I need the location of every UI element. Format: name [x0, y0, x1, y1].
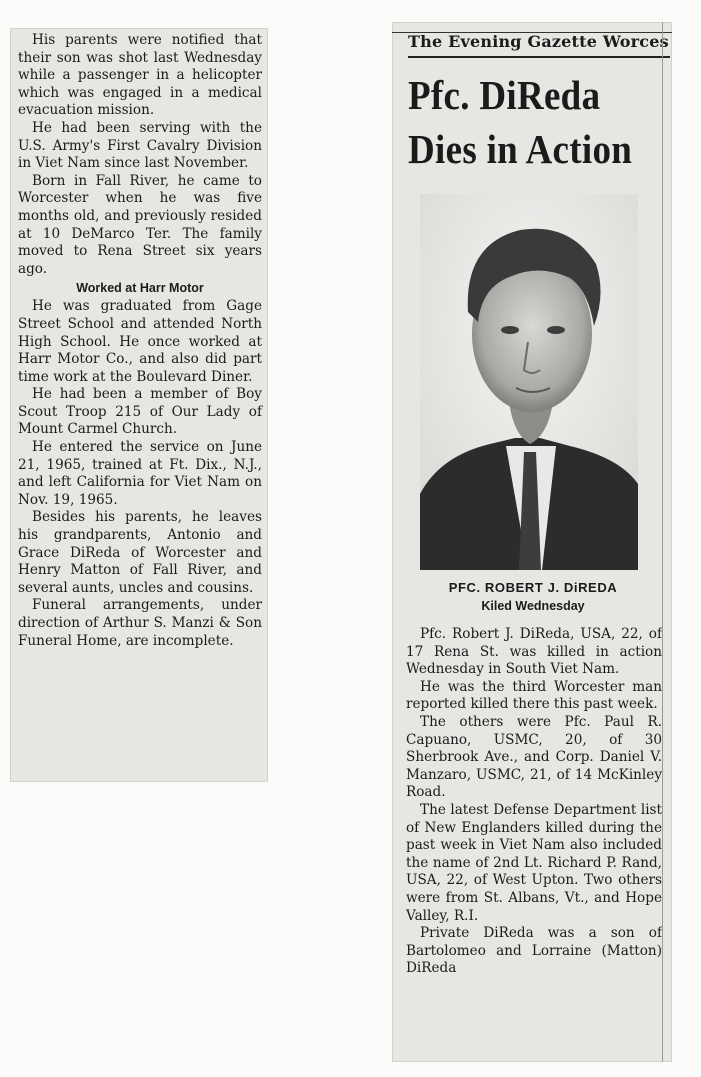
- photo-caption-subtitle: Kiled Wednesday: [481, 599, 585, 613]
- adjacent-column-edge-right: [662, 22, 672, 1062]
- left-paragraph-3: Born in Fall River, he came to Worcester when he was five months old, and previously resided at 10 DeMarco Ter. The family moved to Rena Street six years ago.: [18, 172, 262, 277]
- right-paragraph-2: He was the third Worcester man reported killed there this past week.: [406, 678, 662, 713]
- left-paragraph-4: He was graduated from Gage Street School and attended North High School. He once worked at Harr Motor Co., and also did part time work at the Boulevard Diner.: [18, 298, 262, 385]
- left-paragraph-8: Funeral arrangements, under direction of Arthur S. Manzi & Son Funeral Home, are incomplete.: [18, 597, 262, 649]
- left-paragraph-2: He had been serving with the U.S. Army's First Cavalry Division in Viet Nam since last November.: [18, 119, 262, 172]
- left-paragraph-5: He had been a member of Boy Scout Troop 215 of Our Lady of Mount Carmel Church.: [18, 386, 262, 438]
- right-article-text: [406, 626, 662, 978]
- left-clipping: [10, 28, 268, 782]
- right-clipping: [392, 22, 672, 1062]
- portrait-illustration: [420, 194, 638, 570]
- left-article-text: [18, 32, 262, 650]
- photo-caption-name: PFC. ROBERT J. DiREDA: [448, 580, 618, 595]
- left-paragraph-1: His parents were notified that their son was shot last Wednesday while a passenger in a helicopter which was engaged in a medical evacuation mission.: [18, 32, 262, 119]
- right-paragraph-5: Private DiReda was a son of Bartolomeo and Lorraine (Matton) DiReda: [406, 925, 662, 977]
- right-paragraph-3: The others were Pfc. Paul R. Capuano, USMC, 20, of 30 Sherbrook Ave., and Corp. Daniel V. Manzaro, USMC, 21, of 14 McKinley Road.: [406, 713, 662, 801]
- right-paragraph-1: Pfc. Robert J. DiReda, USA, 22, of 17 Rena St. was killed in action Wednesday in South Viet Nam.: [406, 626, 662, 678]
- portrait-photo: [420, 194, 638, 570]
- left-paragraph-7: Besides his parents, he leaves his grandparents, Antonio and Grace DiReda of Worcester and Henry Matton of Fall River, and several aunts, uncles and cousins.: [18, 509, 262, 596]
- article-headline: Pfc. DiReda Dies in Action: [408, 73, 633, 174]
- newspaper-masthead: The Evening Gazette Worces: [408, 32, 670, 58]
- right-paragraph-4: The latest Defense Department list of New Englanders killed during the past week in Viet Nam also included the name of 2nd Lt. Richard P. Rand, USA, 22, of West Upton. Two others were from St. Albans, Vt., and Hope Valley, R.I.: [406, 801, 662, 924]
- left-subhead: Worked at Harr Motor: [76, 281, 204, 296]
- left-paragraph-6: He entered the service on June 21, 1965, trained at Ft. Dix., N.J., and left California for Viet Nam on Nov. 19, 1965.: [18, 439, 262, 508]
